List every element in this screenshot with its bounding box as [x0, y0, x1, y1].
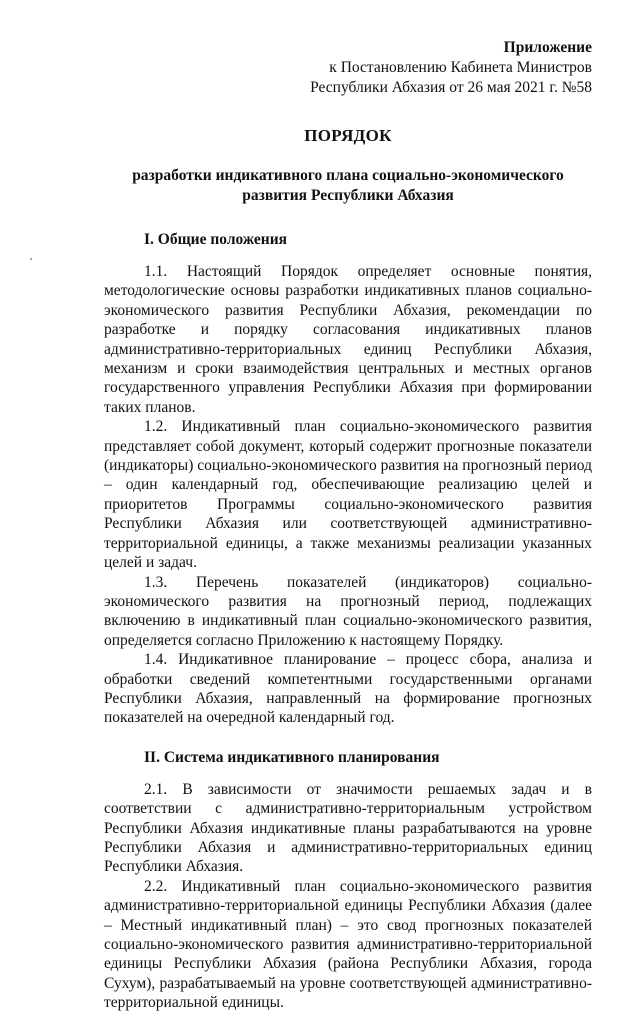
appendix-block [104, 38, 592, 98]
document-subtitle-line-2: развития Республики Абхазия [242, 187, 454, 204]
section-2-heading: II. Система индикативного планирования [144, 748, 440, 766]
paragraph-1-4: 1.4. Индикативное планирование – процесс сбора, анализа и обработки сведений компетентными государственными органами Республики Абхазия, направленный на формирование прогнозных показателей на очередной календарный год. [104, 651, 592, 727]
appendix-line-2: Республики Абхазия от 26 мая 2021 г. №58 [310, 79, 592, 96]
paragraph-2-2: 2.2. Индикативный план социально-экономического развития административно-территориальной единицы Республики Абхазия (далее – Местный индикативный план) – это свод прогнозных показателей социально-экономического развития административно-территориальной единицы Республики Абхазия (района Республики Абхазия, города Сухум), разрабатываемый на уровне соответствующей административно-территориальной единицы. [104, 877, 592, 1012]
scan-artifact-dot [30, 258, 32, 260]
paragraph-1-2: 1.2. Индикативный план социально-экономического развития представляет собой документ, который содержит прогнозные показатели (индикаторы) социально-экономического развития на прогнозный период – один календарный год, обеспечивающие реализацию целей и приоритетов Программы социально-экономического развития Республики Абхазия или соответствующей административно-территориальной единицы, а также механизмы реализации указанных целей и задач. [104, 418, 592, 572]
appendix-line-1: к Постановлению Кабинета Министров [329, 59, 592, 76]
document-subtitle [104, 166, 592, 206]
section-1-heading: I. Общие положения [144, 231, 288, 248]
appendix-title: Приложение [503, 39, 592, 56]
document-title: ПОРЯДОК [304, 126, 392, 145]
document-subtitle-line-1: разработки индикативного плана социально-экономического [132, 167, 564, 184]
paragraph-1-3: 1.3. Перечень показателей (индикаторов) социально-экономического развития на прогнозный период, подлежащих включению в индикативный план социально-экономического развития, определяется согласно Приложению к настоящему Порядку. [104, 573, 592, 649]
paragraph-2-1: 2.1. В зависимости от значимости решаемых задач и в соответствии с административно-территориальным устройством Республики Абхазия индикативные планы разрабатываются на уровне Республики Абхазия и административно-территориальных единиц Республики Абхазия. [104, 780, 592, 876]
paragraph-1-1: 1.1. Настоящий Порядок определяет основные понятия, методологические основы разработки индикативных планов социально-экономического развития Республики Абхазия, рекомендации по разработке и порядку согласования индикативных планов административно-территориальных единиц Республики Абхазия, механизм и сроки взаимодействия центральных и местных органов государственного управления Республики Абхазия при формировании таких планов. [104, 263, 592, 416]
